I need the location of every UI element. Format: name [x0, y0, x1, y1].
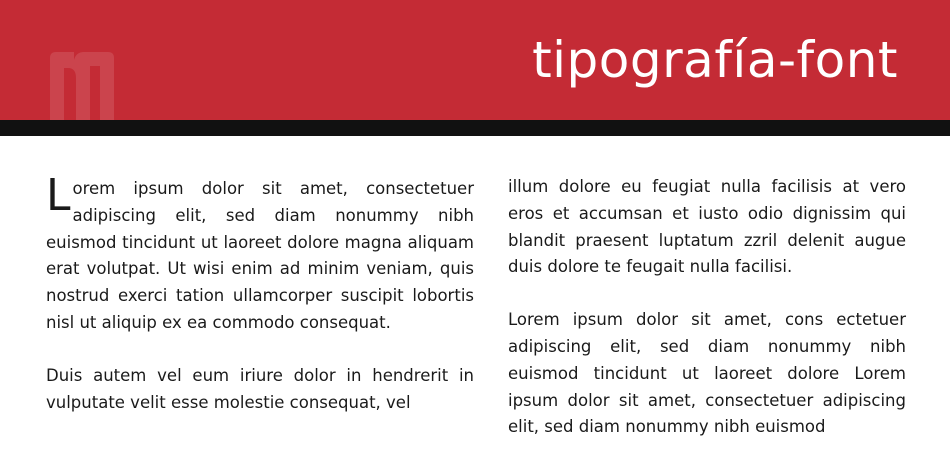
mf-monogram-icon: [46, 48, 118, 120]
header-divider-bar: [0, 120, 950, 136]
left-text-column: [46, 170, 474, 442]
left-paragraph-1: [46, 170, 474, 337]
header-banner: [0, 0, 950, 120]
left-paragraph-1-text: orem ipsum dolor sit amet, consectetuer adipiscing elit, sed diam nonummy nibh euismod tincidunt ut laoreet dolore magna aliquam erat volutpat. Ut wisi enim ad minim veniam, quis nostrud exerci tation ullamcorper suscipit lobortis nisl ut aliquip ex ea commodo consequat.: [46, 179, 474, 332]
left-paragraph-2: Duis autem vel eum iriure dolor in hendrerit in vulputate velit esse molestie consequat, vel: [46, 365, 474, 412]
right-text-column: [508, 174, 906, 467]
right-paragraph-1: illum dolore eu feugiat nulla facilisis at vero eros et accumsan et iusto odio dignissim qui blandit praesent luptatum zzril delenit augue duis dolore te feugait nulla facilisi.: [508, 177, 906, 277]
page-title: tipografía-font: [532, 31, 898, 89]
right-paragraph-2: Lorem ipsum dolor sit amet, cons ectetuer adipiscing elit, sed diam nonummy nibh euismod tincidunt ut laoreet dolore Lorem ipsum dolor sit amet, consectetuer adipiscing elit, sed diam nonummy nibh euismod: [508, 310, 906, 437]
drop-cap: L: [46, 170, 71, 221]
